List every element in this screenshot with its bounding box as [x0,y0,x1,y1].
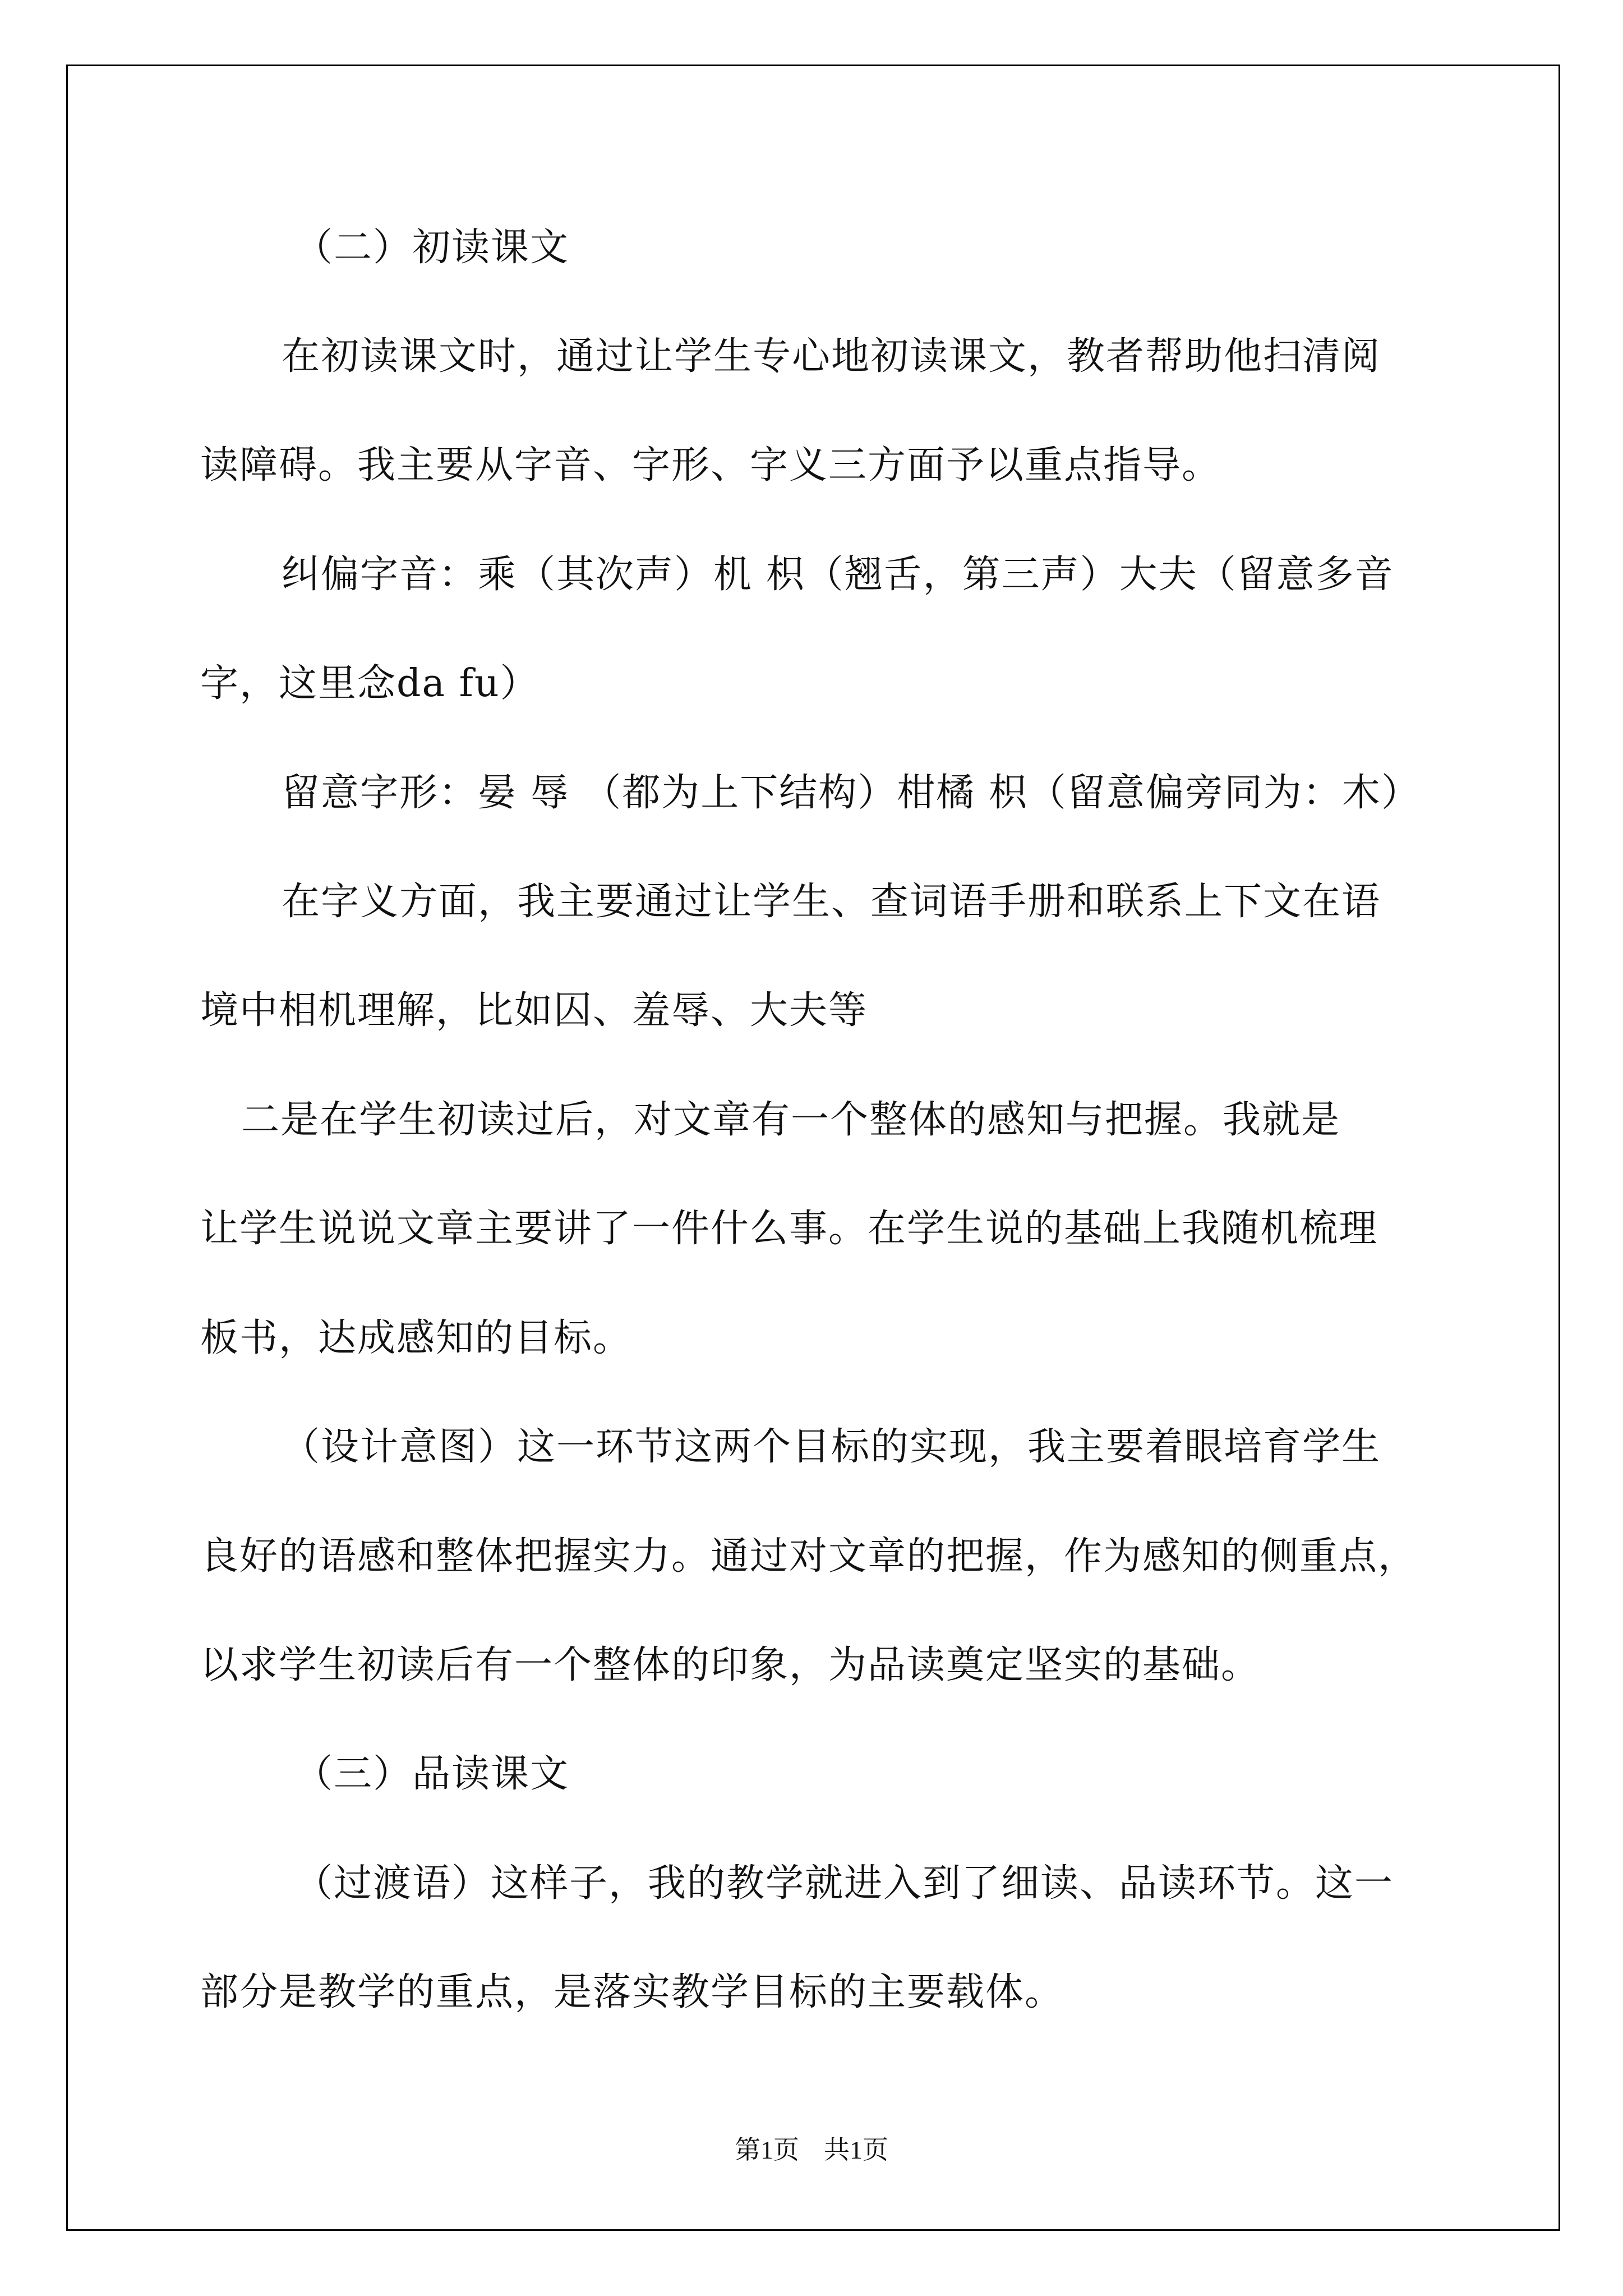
page-number: 第1页 [735,2136,799,2164]
paragraph-line: 二是在学生初读过后，对文章有一个整体的感知与把握。我就是 [241,1098,1341,1142]
paragraph-line: 在初读课文时，通过让学生专心地初读课文，教者帮助他扫清阅 [282,334,1381,379]
paragraph-line: 部分是教学的重点，是落实教学目标的主要载体。 [200,1970,1064,2014]
paragraph-line: 字，这里念da fu） [200,661,540,706]
paragraph-line: （设计意图）这一环节这两个目标的实现，我主要着眼培育学生 [282,1425,1381,1469]
paragraph-line: 留意字形：晏 辱 （都为上下结构）柑橘 枳（留意偏旁同为：木） [282,771,1421,815]
section-heading-first-reading: （二）初读课文 [294,226,570,270]
paragraph-line: 让学生说说文章主要讲了一件什么事。在学生说的基础上我随机梳理 [200,1207,1378,1251]
page-total: 共1页 [824,2136,888,2164]
paragraph-line: 在字义方面，我主要通过让学生、查词语手册和联系上下文在语 [282,880,1381,924]
section-heading-close-reading: （三）品读课文 [294,1752,570,1796]
paragraph-line: （过渡语）这样子，我的教学就进入到了细读、品读环节。这一 [294,1861,1394,1906]
paragraph-line: 以求学生初读后有一个整体的印象，为品读奠定坚实的基础。 [200,1643,1261,1687]
paragraph-line: 良好的语感和整体把握实力。通过对文章的把握，作为感知的侧重点， [200,1534,1418,1579]
paragraph-line: 读障碍。我主要从字音、字形、字义三方面予以重点指导。 [200,443,1221,487]
paragraph-line: 板书，达成感知的目标。 [200,1316,633,1360]
paragraph-line: 境中相机理解，比如囚、羞辱、大夫等 [200,988,868,1033]
paragraph-line: 纠偏字音：乘（其次声）机 枳（翘舌，第三声）大夫（留意多音 [282,553,1394,597]
page-footer [0,2134,1623,2166]
